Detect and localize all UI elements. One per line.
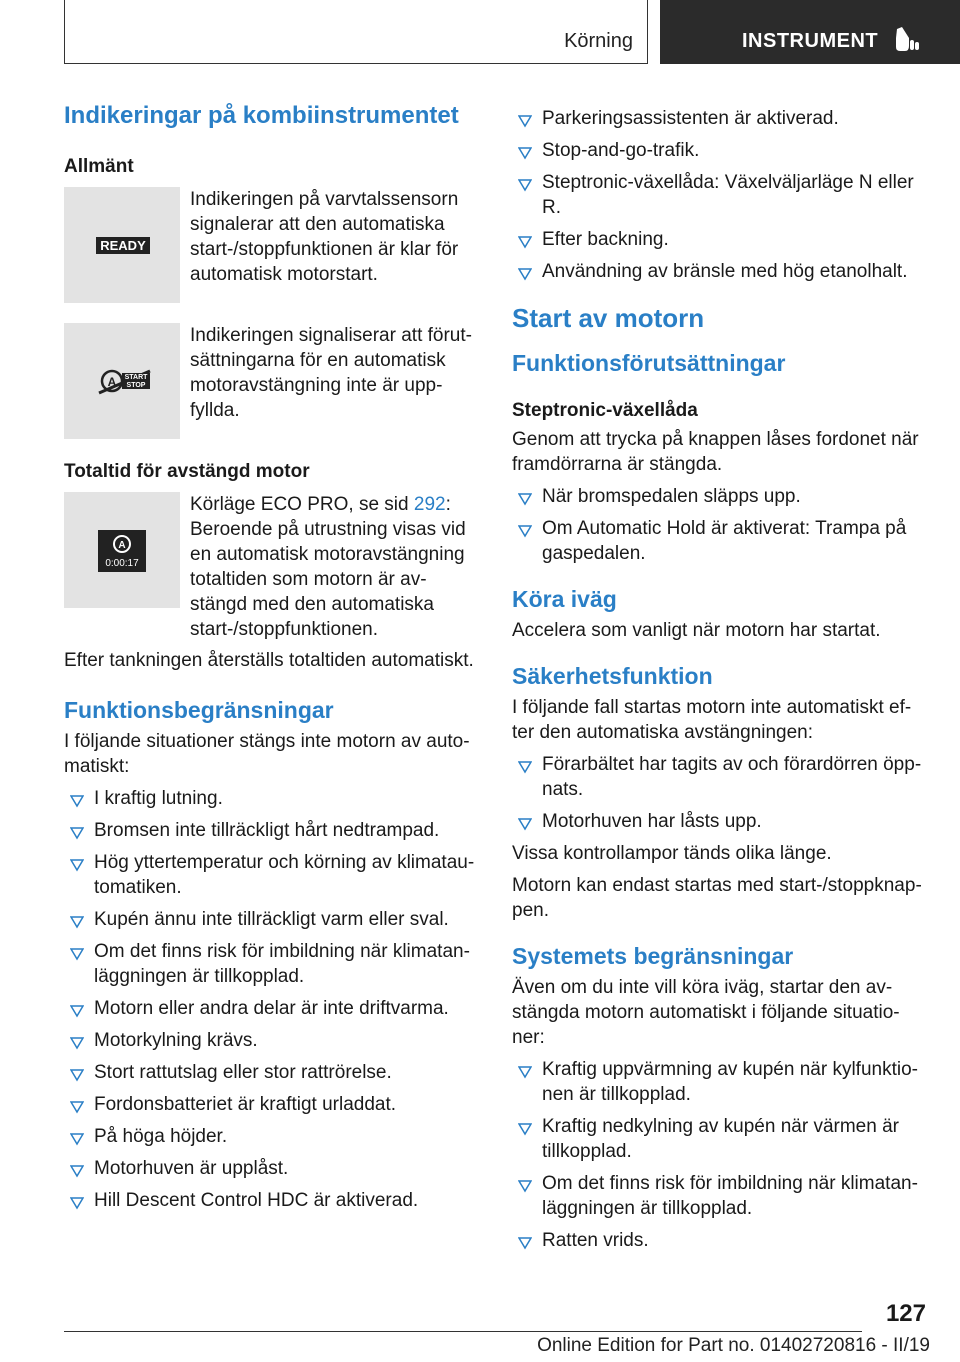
list-item-text: Ratten vrids. (542, 1230, 649, 1251)
list-item (512, 752, 924, 802)
safety-intro: I följande fall startas motorn inte automatiskt efter den automatiska avstängningen: (512, 697, 912, 743)
list-item-text: Motorhuven är upplåst. (94, 1158, 289, 1179)
list-item (64, 907, 476, 932)
triangle-bullet-icon (70, 1160, 84, 1174)
triangle-bullet-icon (70, 854, 84, 868)
list-item-text: Hög yttertemperatur och körning av klimatautomatiken. (94, 852, 475, 898)
total-time-heading: Totaltid för avstängd motor (64, 461, 310, 482)
triangle-bullet-icon (70, 1000, 84, 1014)
safety-note-1: Vissa kontrollampor tänds olika länge. (512, 843, 832, 864)
triangle-bullet-icon (70, 911, 84, 925)
triangle-bullet-icon (70, 790, 84, 804)
list-item (512, 170, 924, 220)
top-conditions-list (512, 106, 924, 284)
list-item-text: Förarbältet har tagits av och förardörren öppnats. (542, 754, 922, 800)
list-item-text: Stop-and-go-trafik. (542, 140, 700, 161)
list-item (64, 1092, 476, 1117)
list-item (64, 850, 476, 900)
limits-list (64, 786, 476, 1213)
list-item (64, 1028, 476, 1053)
edition-text: Online Edition for Part no. 01402720816 - II/19 (537, 1335, 930, 1356)
list-item (512, 809, 924, 834)
start-label: START (124, 374, 148, 381)
list-item (512, 1114, 924, 1164)
triangle-bullet-icon (70, 1032, 84, 1046)
header-frame (64, 0, 648, 64)
triangle-bullet-icon (70, 1064, 84, 1078)
list-item-text: Efter backning. (542, 229, 669, 250)
list-item-text: På höga höjder. (94, 1126, 228, 1147)
triangle-bullet-icon (70, 1192, 84, 1206)
list-item-text: Fordonsbatteriet är kraftigt urladdat. (94, 1094, 397, 1115)
list-item-text: Steptronic-växellåda: Växelväljarläge N eller R. (542, 172, 914, 218)
list-item-text: Bromsen inte tillräckligt hårt nedtrampad. (94, 820, 440, 841)
steptronic-text: Genom att trycka på knappen låses fordonet när framdörrarna är stängda. (512, 429, 919, 475)
list-item-text: Kraftig nedkylning av kupén när värmen är tillkopplad. (542, 1116, 899, 1162)
triangle-bullet-icon (518, 174, 532, 188)
triangle-bullet-icon (518, 520, 532, 534)
triangle-bullet-icon (518, 263, 532, 277)
header-chapter-tab (660, 0, 960, 64)
stop-label: STOP (126, 382, 146, 389)
totaltime-text-post: : Beroende på utrustning visas vid en automatisk motoravstängning totaltiden som motorn är avstängd med den automatiska start-/stoppfunktionen. (190, 494, 466, 640)
triangle-bullet-icon (518, 1061, 532, 1075)
header-chapter-title: INSTRUMENT (742, 30, 879, 52)
header-section-title: Körning (564, 30, 633, 52)
list-item-text: Hill Descent Control HDC är aktiverad. (94, 1190, 419, 1211)
list-item (512, 484, 924, 509)
auto-icon-letter: A (118, 540, 126, 551)
ready-indicator-figure (64, 187, 180, 303)
page-number: 127 (885, 1300, 926, 1327)
list-item (512, 1228, 924, 1253)
triangle-bullet-icon (70, 943, 84, 957)
page-title: Indikeringar på kombiinstrumentet (64, 102, 459, 129)
triangle-bullet-icon (518, 231, 532, 245)
list-item (512, 259, 924, 284)
list-item (512, 138, 924, 163)
list-item (512, 227, 924, 252)
list-item-text: När bromspedalen släpps upp. (542, 486, 801, 507)
total-time-indicator-figure (64, 492, 180, 608)
list-item (64, 1188, 476, 1213)
totaltime-text-pre: Körläge ECO PRO, se sid (190, 494, 414, 515)
list-item-text: Motorkylning krävs. (94, 1030, 258, 1051)
limits-heading: Funktionsbegränsningar (64, 697, 334, 723)
drive-off-text: Accelera som vanligt när motorn har startat. (512, 620, 881, 641)
drive-off-heading: Köra iväg (512, 586, 617, 612)
list-item-text: Parkeringsassistenten är aktiverad. (542, 108, 839, 129)
system-limits-intro: Även om du inte vill köra iväg, startar den avstängda motorn automatiskt i följande situationer: (512, 977, 900, 1048)
figure-ready-row (64, 187, 476, 305)
triangle-bullet-icon (518, 488, 532, 502)
footer-divider (64, 1331, 862, 1332)
triangle-bullet-icon (70, 1096, 84, 1110)
list-item (64, 1060, 476, 1085)
triangle-bullet-icon (518, 1232, 532, 1246)
limits-intro: I följande situationer stängs inte motorn av automatiskt: (64, 731, 470, 777)
start-stop-indicator-figure (64, 323, 180, 439)
safety-note-2: Motorn kan endast startas med start-/stoppknappen. (512, 875, 922, 921)
triangle-bullet-icon (518, 110, 532, 124)
list-item (512, 106, 924, 131)
system-limits-list (512, 1057, 924, 1253)
figure-ready-text: Indikeringen på varvtalssensorn signalerar att den automatiska start-/stoppfunktionen är klar för automatisk motorstart. (190, 189, 459, 285)
list-item-text: Om det finns risk för imbildning när klimatanläggningen är tillkopplad. (94, 941, 470, 987)
list-item (512, 516, 924, 566)
pointing-hand-icon (894, 26, 920, 57)
list-item (64, 939, 476, 989)
left-column (64, 100, 476, 1220)
list-item (64, 1156, 476, 1181)
list-item-text: Kraftig uppvärmning av kupén när kylfunktionen är tillkopplad. (542, 1059, 918, 1105)
list-item (64, 996, 476, 1021)
figure-totaltime-row (64, 492, 476, 642)
triangle-bullet-icon (70, 1128, 84, 1142)
svg-text:A: A (107, 375, 117, 389)
ready-label: READY (100, 238, 146, 253)
list-item-text: I kraftig lutning. (94, 788, 223, 809)
triangle-bullet-icon (518, 1118, 532, 1132)
triangle-bullet-icon (518, 813, 532, 827)
safety-heading: Säkerhetsfunktion (512, 663, 713, 689)
right-column (512, 100, 924, 1260)
list-item (64, 818, 476, 843)
list-item (64, 1124, 476, 1149)
triangle-bullet-icon (518, 756, 532, 770)
steptronic-heading: Steptronic-växellåda (512, 400, 698, 421)
triangle-bullet-icon (518, 1175, 532, 1189)
figure-startstop-row (64, 323, 476, 441)
list-item-text: Om Automatic Hold är aktiverat: Trampa på gaspedalen. (542, 518, 907, 564)
list-item (64, 786, 476, 811)
list-item (512, 1057, 924, 1107)
list-item-text: Kupén ännu inte tillräckligt varm eller sval. (94, 909, 449, 930)
system-limits-heading: Systemets begränsningar (512, 943, 794, 969)
list-item-text: Motorn eller andra delar är inte driftvarma. (94, 998, 449, 1019)
start-engine-heading: Start av motorn (512, 303, 705, 333)
list-item-text: Stort rattutslag eller stor rattrörelse. (94, 1062, 392, 1083)
list-item (512, 1171, 924, 1221)
prerequisites-heading: Funktionsförutsättningar (512, 350, 786, 376)
page-reference-link[interactable]: 292 (413, 494, 446, 515)
after-refuel-text: Efter tankningen återställs totaltiden automatiskt. (64, 650, 474, 671)
steptronic-list (512, 484, 924, 566)
triangle-bullet-icon (518, 142, 532, 156)
list-item-text: Motorhuven har låsts upp. (542, 811, 762, 832)
list-item-text: Om det finns risk för imbildning när klimatanläggningen är tillkopplad. (542, 1173, 918, 1219)
triangle-bullet-icon (70, 822, 84, 836)
figure-startstop-text: Indikeringen signaliserar att förutsättningarna för en automatisk motoravstängning inte är uppfyllda. (190, 325, 472, 421)
total-time-value: 0:00:17 (105, 558, 139, 569)
general-heading: Allmänt (64, 156, 134, 177)
safety-list (512, 752, 924, 834)
list-item-text: Användning av bränsle med hög etanolhalt. (542, 261, 908, 282)
